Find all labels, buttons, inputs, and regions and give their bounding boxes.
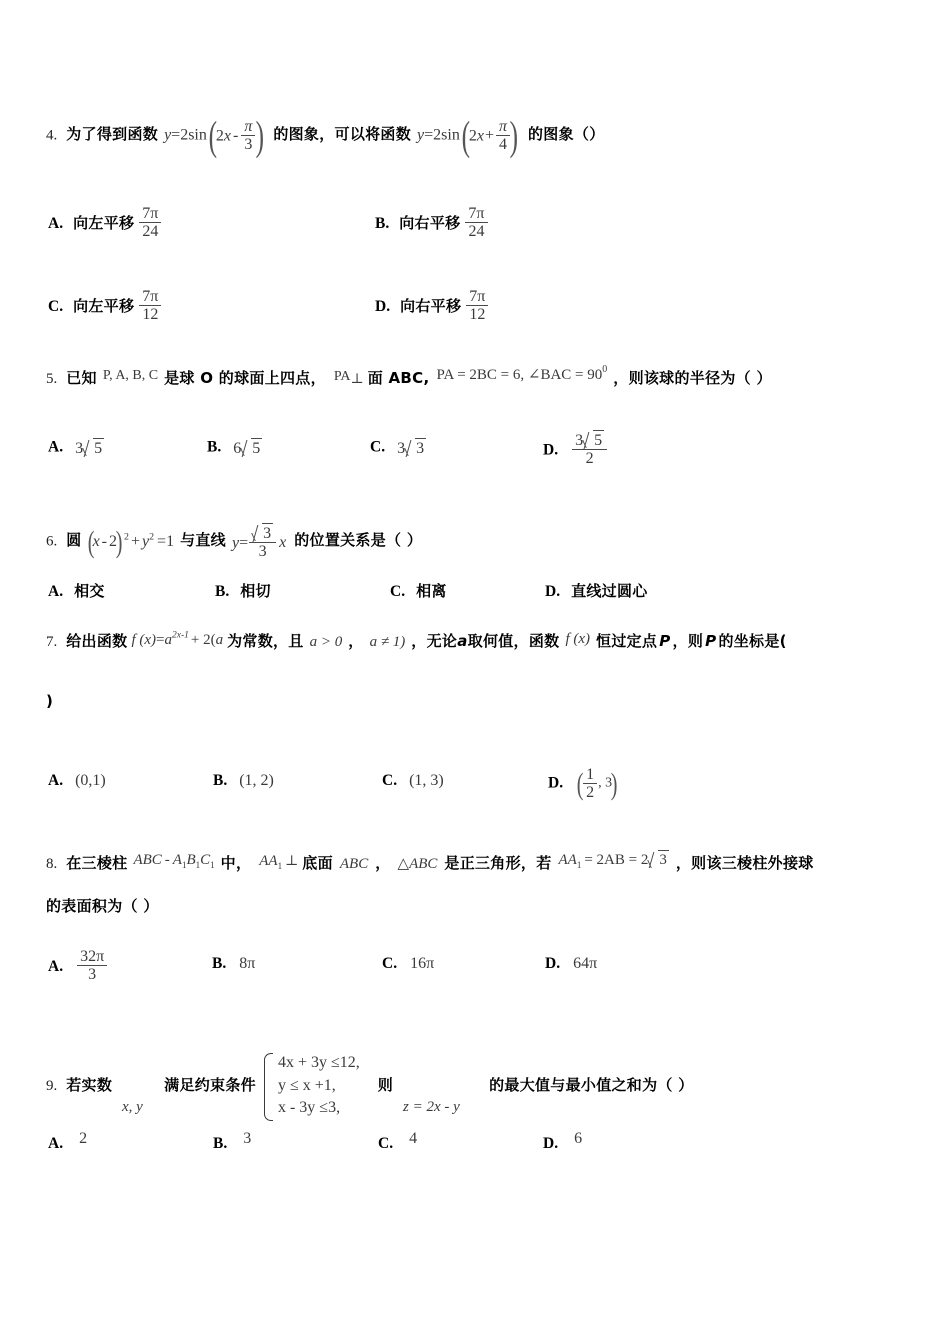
option-letter: A. (48, 1135, 64, 1152)
question-5-points: P, A, B, C (102, 368, 159, 383)
prism-c1: C (200, 852, 211, 868)
option-text: 相切 (240, 582, 271, 600)
circle-exponent: 2 (124, 531, 129, 543)
option-letter: B. (213, 1135, 228, 1152)
question-7-option-c[interactable] (382, 772, 444, 790)
radicand: 3 (263, 525, 272, 542)
question-7-option-a[interactable] (48, 772, 106, 790)
fx-exponent: 2x-1 (172, 630, 189, 641)
line-y: y (231, 534, 240, 552)
fx-label: f (x) (131, 632, 157, 648)
question-5-tail: ，则该球的半径为（ ） (613, 369, 772, 387)
question-8-option-c[interactable] (382, 955, 434, 973)
formula2-frac-den: 4 (496, 135, 510, 153)
coefficient: 3 (397, 440, 406, 457)
question-6-line-equation (232, 523, 286, 561)
option-letter: D. (375, 298, 391, 316)
option-text: 向右平移 (400, 297, 462, 316)
formula1-inner-coef: 2 (215, 127, 224, 145)
question-5-option-d[interactable] (543, 430, 608, 468)
option-text: 向左平移 (73, 214, 135, 233)
question-9-stem (46, 1052, 694, 1120)
fraction-denominator: 2 (572, 449, 607, 467)
question-4-option-d[interactable] (375, 288, 489, 324)
formula2-coef: 2 (433, 126, 442, 144)
fraction-denominator: 12 (139, 305, 161, 323)
question-6-option-d[interactable] (545, 580, 648, 601)
fx-plus-two: + 2( (190, 632, 216, 648)
question-5-mid-1: 是球 O 的球面上四点， (164, 369, 326, 387)
question-5-option-b[interactable] (207, 438, 262, 458)
question-7-mid-5: ，则 (672, 632, 704, 650)
question-9-option-b[interactable] (213, 1130, 251, 1153)
question-7-mid-3: 取何值，函数 (467, 632, 560, 650)
question-8-option-d[interactable] (545, 955, 597, 973)
circle-plus: + (130, 532, 140, 550)
constraint-1: 4x + 3y ≤12, (277, 1054, 360, 1071)
question-9-constraint-system (262, 1052, 360, 1120)
objective-function: z = 2x - y (403, 1099, 460, 1115)
option-text: 2 (79, 1130, 88, 1147)
line-equals: = (239, 534, 249, 552)
circle-x: x (92, 532, 100, 550)
question-5-number: 5. (46, 371, 58, 387)
fraction-numerator (249, 523, 276, 542)
question-7-stem (46, 630, 787, 651)
option-value (233, 438, 262, 458)
circle-equals-one: =1 (157, 532, 175, 550)
question-4-formula-1 (164, 118, 265, 154)
option-text: (0,1) (75, 772, 106, 789)
formula1-paren (207, 118, 265, 154)
question-7-mid-6: 的坐标是 (718, 632, 780, 650)
option-letter: C. (382, 955, 398, 972)
question-8-mid-3: 是正三角形，若 (444, 854, 552, 872)
question-4-number: 4. (46, 127, 58, 144)
prism-c1-sub: 1 (210, 860, 215, 871)
formula2-sin: sin (441, 126, 460, 144)
option-after: , 3 (598, 775, 613, 791)
option-fraction (572, 430, 607, 468)
question-5-option-c[interactable] (370, 438, 426, 458)
question-8-option-a[interactable] (48, 948, 108, 984)
prism-b1: B (186, 852, 196, 868)
radicand: 3 (416, 440, 425, 457)
formula1-sin: sin (188, 126, 207, 144)
question-8-mid-1: 中， (220, 854, 252, 872)
question-5-pa: PA (333, 369, 351, 384)
fx-a-const: a (215, 632, 224, 648)
question-5-mid-2: 面 ABC, (367, 369, 430, 387)
option-text: 4 (409, 1130, 418, 1147)
question-8-option-b[interactable] (212, 955, 255, 973)
question-9-lead: 若实数 (66, 1075, 113, 1094)
circle-op: - (101, 532, 107, 550)
question-7-a-bold: a (457, 632, 468, 650)
question-4-mid: 的图象，可以将函数 (273, 125, 412, 144)
question-8-base-abc: ABC (339, 856, 369, 872)
circle-const: 2 (109, 532, 117, 550)
question-7-number: 7. (46, 634, 58, 650)
circle-paren (86, 533, 124, 551)
question-5-lead: 已知 (66, 369, 97, 387)
option-text: (1, 3) (409, 772, 444, 789)
question-7-mid-4: 恒过定点 (596, 632, 658, 650)
sqrt-icon (584, 430, 604, 449)
question-7-option-b[interactable] (213, 772, 274, 790)
fraction-denominator: 2 (583, 783, 597, 801)
question-8-number: 8. (46, 856, 58, 872)
question-5-option-a[interactable] (48, 438, 104, 458)
question-7-cond-2: a ≠ 1) (369, 634, 406, 650)
option-letter: D. (543, 1135, 559, 1152)
prism-abc: ABC (133, 852, 162, 868)
option-letter: C. (378, 1135, 394, 1152)
option-letter: B. (207, 438, 222, 456)
option-letter: B. (215, 583, 230, 600)
option-text: 6 (574, 1130, 583, 1147)
option-letter: D. (545, 955, 561, 972)
question-8-mid-4: ，则该三棱柱外接球 (675, 854, 814, 872)
question-8-prism (133, 851, 214, 869)
question-5-degree-sup: 0 (602, 364, 608, 375)
question-4-option-a[interactable] (48, 205, 162, 241)
line-x: x (279, 534, 287, 552)
constraint-2: y ≤ x +1, (277, 1076, 336, 1094)
formula2-op: + (484, 127, 494, 145)
prism-b1-sub: 1 (195, 860, 201, 871)
fraction-numerator: 7π (142, 288, 159, 305)
option-letter: D. (548, 774, 564, 792)
question-6-option-b[interactable] (215, 580, 271, 601)
question-9-tail: 的最大值与最小值之和为（ ） (489, 1075, 694, 1094)
formula2-paren (460, 118, 520, 154)
option-letter: B. (213, 772, 228, 789)
sqrt-icon (84, 438, 104, 458)
option-letter: C. (370, 438, 386, 456)
question-6-mid: 与直线 (180, 531, 226, 550)
question-8-comma: ， (375, 854, 391, 872)
option-text: 相离 (416, 582, 447, 600)
question-7-mid-1: 为常数，且 (227, 632, 304, 650)
prism-a1-sub: 1 (181, 860, 187, 871)
coefficient: 6 (233, 440, 242, 457)
perpendicular-icon: ⊥ (350, 372, 364, 387)
sqrt-icon (649, 850, 669, 869)
fraction-numerator: ( 1 (586, 766, 595, 783)
sqrt-icon (242, 438, 262, 458)
fraction-numerator: 32π (80, 948, 105, 965)
option-text: 16π (410, 955, 435, 972)
option-text: 直线过圆心 (571, 582, 648, 600)
fraction-denominator: 3 (249, 542, 276, 560)
option-letter: D. (545, 583, 561, 600)
question-9-option-a[interactable] (48, 1130, 87, 1153)
option-text: 64π (573, 955, 598, 972)
question-5-stem (46, 365, 772, 388)
aa1-sub: 1 (277, 861, 283, 872)
question-7-function (131, 631, 223, 649)
option-text: 向左平移 (73, 297, 135, 316)
option-text: 3 (243, 1130, 252, 1147)
cond-aa1: AA (558, 852, 577, 868)
question-7-comma: ， (348, 632, 364, 650)
option-letter: A. (48, 438, 64, 456)
cond-equation: = 2AB = 2 (584, 852, 649, 868)
question-7-paren-close: ) (46, 692, 54, 710)
question-7-lead: 给出函数 (66, 632, 128, 650)
formula2-inner-coef: 2 (468, 127, 477, 145)
formula2-y: y (417, 126, 425, 144)
option-letter: D. (543, 441, 559, 459)
coefficient: 3 (75, 440, 84, 457)
option-text: (1, 2) (239, 772, 274, 789)
question-7-cond-1: a > 0 (309, 634, 343, 650)
option-letter: B. (212, 955, 227, 972)
option-letter: A. (48, 958, 64, 976)
cond-aa1-sub: 1 (576, 860, 582, 871)
question-4-option-b[interactable] (375, 205, 489, 241)
question-4-stem (46, 118, 605, 154)
option-fraction (77, 948, 107, 984)
sqrt-icon (253, 523, 273, 542)
question-9-option-c[interactable] (378, 1130, 417, 1153)
question-4-tail: 的图象（） (528, 125, 605, 144)
question-6-lead: 圆 (66, 531, 82, 550)
circle-y: y (141, 532, 150, 550)
fx-equals: = (156, 632, 165, 648)
formula1-fraction (241, 118, 255, 154)
option-value (75, 438, 104, 458)
sqrt-icon (406, 438, 426, 458)
question-8-mid-2: 底面 (302, 854, 333, 872)
option-letter: A. (48, 215, 64, 233)
formula1-op: - (232, 127, 239, 145)
formula2-fraction (496, 118, 510, 154)
formula1-eq: = (171, 126, 181, 144)
fraction-numerator: 7π (468, 205, 485, 222)
option-fraction (465, 205, 487, 241)
formula2-inner-var: x (476, 127, 484, 145)
question-4-formula-2 (417, 118, 520, 154)
option-letter: A. (48, 583, 64, 600)
formula1-coef: 2 (180, 126, 189, 144)
fraction-numerator: 7π (469, 288, 486, 305)
formula2-eq: = (424, 126, 434, 144)
prism-dash: - (164, 852, 170, 868)
line-fraction (249, 523, 276, 561)
fraction-denominator: 12 (466, 305, 488, 323)
question-9-option-d[interactable] (543, 1130, 582, 1153)
question-6-option-a[interactable] (48, 580, 105, 601)
prism-a1: A (172, 852, 182, 868)
question-7-point-p2: P (705, 632, 717, 650)
question-6-tail: 的位置关系是（ ） (294, 531, 423, 550)
option-letter: B. (375, 215, 390, 233)
question-6-circle-equation (86, 533, 175, 551)
option-fraction (139, 288, 161, 324)
circle-y-exponent: 2 (149, 531, 155, 543)
fraction-denominator: 24 (139, 222, 161, 240)
question-9-vars: x, y (122, 1099, 143, 1115)
option-text: 向右平移 (399, 214, 461, 233)
question-9-variables (122, 1098, 143, 1116)
option-letter: C. (48, 298, 64, 316)
question-9-number: 9. (46, 1077, 58, 1094)
question-9-mid-2: 则 (377, 1075, 394, 1094)
option-fraction (583, 766, 597, 802)
question-8-aa1-perp (259, 852, 298, 870)
perpendicular-icon: ⊥ (285, 854, 299, 869)
question-7-mid-2: ，无论 (411, 632, 458, 650)
option-letter: C. (382, 772, 398, 789)
question-6-stem (46, 523, 422, 561)
option-text: 8π (239, 955, 256, 972)
fraction-denominator: 24 (465, 222, 487, 240)
fraction-numerator: 7π (142, 205, 159, 222)
radicand: 5 (252, 440, 261, 457)
fx-base: a (164, 632, 172, 648)
question-6-option-c[interactable] (390, 580, 447, 601)
question-6-number: 6. (46, 533, 58, 550)
formula2-frac-num: π (498, 118, 507, 135)
aa1-label: AA (259, 853, 278, 869)
question-7-fx-2: f (x) (565, 631, 591, 647)
option-fraction (466, 288, 488, 324)
option-fraction (139, 205, 161, 241)
question-8-condition (559, 850, 669, 869)
option-value (397, 438, 426, 458)
question-4-option-c[interactable] (48, 288, 162, 324)
question-8-lead: 在三棱柱 (66, 854, 128, 872)
radicand: 5 (594, 432, 603, 449)
fraction-denominator: 3 (77, 965, 107, 983)
question-8-triangle-abc: △ABC (397, 856, 438, 872)
question-8-stem-line1 (46, 850, 814, 873)
option-text: 相交 (74, 582, 105, 600)
question-5-condition: PA = 2BC = 6, ∠BAC = 90 (436, 367, 603, 383)
question-9-objective (403, 1098, 460, 1116)
question-9-mid-1: 满足约束条件 (164, 1075, 256, 1094)
formula1-inner-var: x (223, 127, 231, 145)
fraction-numerator (572, 430, 607, 449)
formula1-frac-den: 3 (241, 135, 255, 153)
option-letter: C. (390, 583, 406, 600)
question-7-stem-line2 (46, 692, 53, 711)
question-8-stem-line2 (46, 895, 159, 916)
question-7-option-d[interactable] (548, 766, 619, 802)
radicand: 5 (94, 440, 103, 457)
question-8-line2: 的表面积为（ ） (46, 897, 159, 915)
option-paren (575, 766, 619, 802)
question-7-point-p1: P (659, 632, 671, 650)
constraint-3: x - 3y ≤3, (277, 1099, 341, 1117)
formula1-frac-num: π (244, 118, 253, 135)
formula1-y: y (164, 126, 172, 144)
numerator-coefficient: 3 (575, 432, 584, 449)
question-4-lead: 为了得到函数 (66, 125, 159, 144)
question-7-paren-open: ( (779, 632, 787, 650)
radicand: 3 (659, 852, 667, 868)
option-letter: A. (48, 772, 64, 789)
